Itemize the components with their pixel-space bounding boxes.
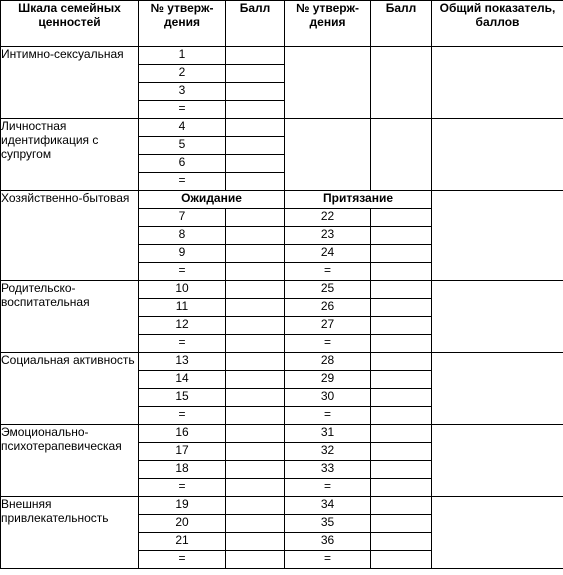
statement-number-2: 31 — [285, 425, 371, 443]
category-parental: Родительско-воспитательная — [1, 281, 139, 353]
sum-equals: = — [139, 263, 226, 281]
statement-number: 16 — [139, 425, 226, 443]
statement-number: 21 — [139, 533, 226, 551]
statement-number: 9 — [139, 245, 226, 263]
score-cell-2[interactable] — [371, 317, 432, 335]
score-cell-2[interactable] — [371, 479, 432, 497]
score-cell[interactable] — [226, 407, 285, 425]
header-score-1: Балл — [226, 1, 285, 47]
statement-number-2: 33 — [285, 461, 371, 479]
score-cell-2[interactable] — [371, 533, 432, 551]
header-score-2: Балл — [371, 1, 432, 47]
statement-number-2: 36 — [285, 533, 371, 551]
score-cell-2[interactable] — [371, 515, 432, 533]
sum-equals-2: = — [285, 479, 371, 497]
score-cell[interactable] — [226, 515, 285, 533]
score-cell-2[interactable] — [371, 443, 432, 461]
statement-number: 13 — [139, 353, 226, 371]
score-cell[interactable] — [226, 173, 285, 191]
score-cell-2-empty — [371, 47, 432, 119]
subheader-row — [1, 191, 563, 209]
score-cell[interactable] — [226, 533, 285, 551]
header-statement-number-1: № утверж-дения — [139, 1, 226, 47]
sum-equals: = — [139, 551, 226, 569]
statement-number: 19 — [139, 497, 226, 515]
score-cell-2[interactable] — [371, 353, 432, 371]
sum-equals: = — [139, 335, 226, 353]
score-cell[interactable] — [226, 83, 285, 101]
score-cell[interactable] — [226, 227, 285, 245]
statement-number: 4 — [139, 119, 226, 137]
statement-number: 15 — [139, 389, 226, 407]
score-cell-2[interactable] — [371, 551, 432, 569]
total-cell[interactable] — [432, 191, 563, 281]
score-cell[interactable] — [226, 443, 285, 461]
score-cell[interactable] — [226, 551, 285, 569]
header-statement-number-2: № утверж-дения — [285, 1, 371, 47]
score-cell[interactable] — [226, 353, 285, 371]
header-total: Общий показатель, баллов — [432, 1, 563, 47]
statement-number: 5 — [139, 137, 226, 155]
statement-number: 11 — [139, 299, 226, 317]
statement-number-2: 26 — [285, 299, 371, 317]
statement-number: 17 — [139, 443, 226, 461]
score-cell[interactable] — [226, 245, 285, 263]
total-cell[interactable] — [432, 353, 563, 425]
statement-number: 10 — [139, 281, 226, 299]
table-row — [1, 119, 563, 137]
total-cell[interactable] — [432, 497, 563, 569]
category-appearance: Внешняя привлекательность — [1, 497, 139, 569]
statement-number: 2 — [139, 65, 226, 83]
score-cell-2[interactable] — [371, 299, 432, 317]
score-cell[interactable] — [226, 479, 285, 497]
category-household: Хозяйственно-бытовая — [1, 191, 139, 281]
statement-number: 7 — [139, 209, 226, 227]
table-row — [1, 425, 563, 443]
statement-number: 20 — [139, 515, 226, 533]
score-cell[interactable] — [226, 281, 285, 299]
statement-number: 8 — [139, 227, 226, 245]
score-cell-2[interactable] — [371, 227, 432, 245]
score-cell[interactable] — [226, 335, 285, 353]
table-row — [1, 281, 563, 299]
score-cell-2[interactable] — [371, 371, 432, 389]
sum-equals: = — [139, 101, 226, 119]
statement-number-2: 29 — [285, 371, 371, 389]
total-cell[interactable] — [432, 119, 563, 191]
score-cell-2-empty — [371, 119, 432, 191]
score-cell[interactable] — [226, 263, 285, 281]
statement-number-2: 27 — [285, 317, 371, 335]
category-personal-identification: Личностная идентификация с супругом — [1, 119, 139, 191]
statement-number: 6 — [139, 155, 226, 173]
total-cell[interactable] — [432, 425, 563, 497]
score-cell[interactable] — [226, 137, 285, 155]
score-cell-2[interactable] — [371, 389, 432, 407]
table-row — [1, 497, 563, 515]
score-cell[interactable] — [226, 65, 285, 83]
header-row — [1, 1, 563, 47]
sum-equals-2: = — [285, 263, 371, 281]
statement-number: 14 — [139, 371, 226, 389]
statement-number-2: 34 — [285, 497, 371, 515]
score-cell[interactable] — [226, 425, 285, 443]
total-cell[interactable] — [432, 281, 563, 353]
sum-equals-2: = — [285, 407, 371, 425]
table-row — [1, 353, 563, 371]
statement-number: 3 — [139, 83, 226, 101]
score-cell-2[interactable] — [371, 209, 432, 227]
sum-equals: = — [139, 479, 226, 497]
score-cell[interactable] — [226, 47, 285, 65]
statement-number-2-empty — [285, 47, 371, 119]
statement-number-2: 24 — [285, 245, 371, 263]
score-cell[interactable] — [226, 101, 285, 119]
score-cell-2[interactable] — [371, 497, 432, 515]
sum-equals-2: = — [285, 551, 371, 569]
category-emotional: Эмоционально-психотерапевическая — [1, 425, 139, 497]
statement-number-2: 32 — [285, 443, 371, 461]
score-cell[interactable] — [226, 119, 285, 137]
statement-number: 12 — [139, 317, 226, 335]
score-cell[interactable] — [226, 371, 285, 389]
score-cell[interactable] — [226, 299, 285, 317]
score-cell[interactable] — [226, 209, 285, 227]
statement-number: 1 — [139, 47, 226, 65]
statement-number-2: 30 — [285, 389, 371, 407]
category-social-activity: Социальная активность — [1, 353, 139, 425]
statement-number-2-empty — [285, 119, 371, 191]
score-cell-2[interactable] — [371, 281, 432, 299]
score-cell-2[interactable] — [371, 407, 432, 425]
score-cell-2[interactable] — [371, 335, 432, 353]
score-cell-2[interactable] — [371, 245, 432, 263]
statement-number-2: 23 — [285, 227, 371, 245]
statement-number-2: 28 — [285, 353, 371, 371]
statement-number-2: 35 — [285, 515, 371, 533]
score-cell[interactable] — [226, 389, 285, 407]
score-cell-2[interactable] — [371, 263, 432, 281]
score-cell[interactable] — [226, 497, 285, 515]
sum-equals: = — [139, 407, 226, 425]
category-intimate-sexual: Интимно-сексуальная — [1, 47, 139, 119]
header-scale: Шкала семейных ценностей — [1, 1, 139, 47]
sum-equals-2: = — [285, 335, 371, 353]
subheader-claim: Притязание — [285, 191, 432, 209]
subheader-expectation: Ожидание — [139, 191, 285, 209]
score-cell[interactable] — [226, 317, 285, 335]
score-cell-2[interactable] — [371, 425, 432, 443]
score-cell[interactable] — [226, 155, 285, 173]
statement-number-2: 25 — [285, 281, 371, 299]
score-cell-2[interactable] — [371, 461, 432, 479]
sum-equals: = — [139, 173, 226, 191]
statement-number: 18 — [139, 461, 226, 479]
score-cell[interactable] — [226, 461, 285, 479]
table-row — [1, 47, 563, 65]
statement-number-2: 22 — [285, 209, 371, 227]
total-cell[interactable] — [432, 47, 563, 119]
